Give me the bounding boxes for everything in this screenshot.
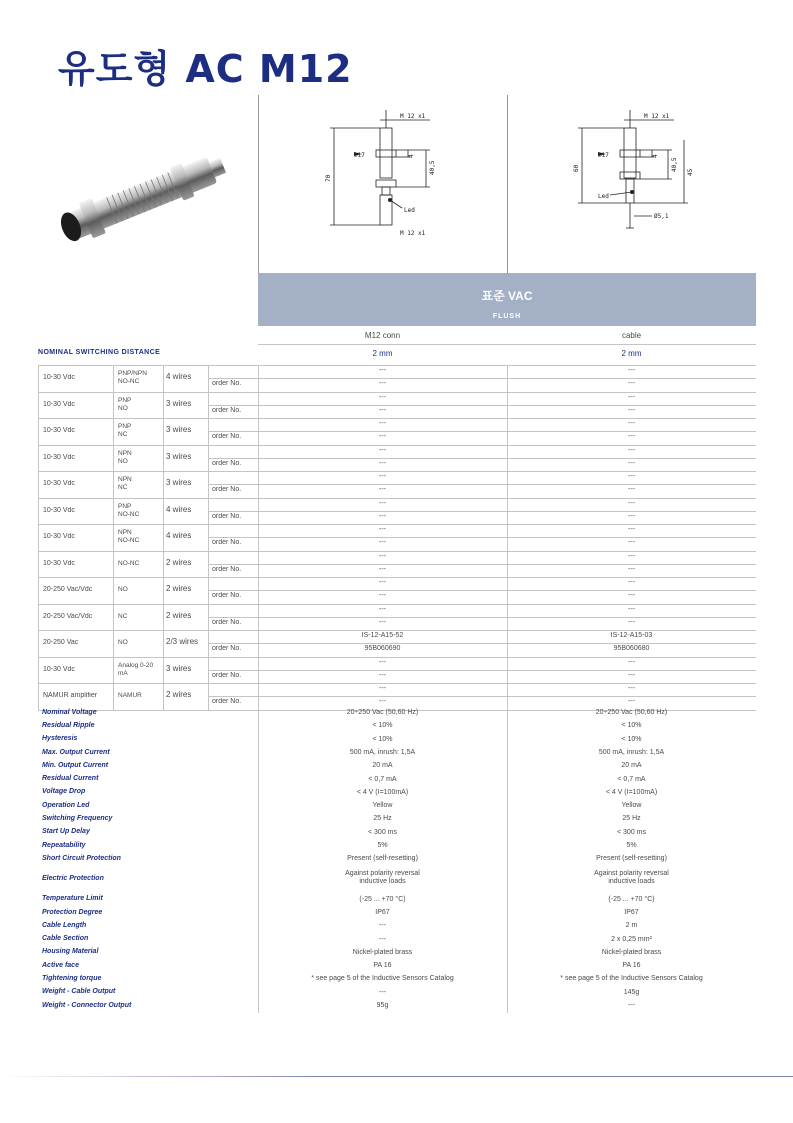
dim2-wrench-val: 17 (601, 152, 609, 159)
spec-value-cable: 2 m (625, 922, 638, 930)
row-order-label: order No. (212, 618, 242, 626)
spec-value-cable: < 300 ms (617, 828, 646, 836)
spec-value-cable: < 0,7 mA (617, 775, 646, 783)
table-rule (38, 365, 756, 366)
spec-value-conn: < 10% (372, 722, 393, 730)
dim2-small: 4 (652, 154, 659, 158)
row-voltage: 10-30 Vdc (43, 427, 75, 435)
row-c2-code: --- (628, 605, 635, 613)
row-order-label: order No. (212, 565, 242, 573)
row-wires: 2 wires (166, 690, 192, 700)
row-mid-rule (208, 590, 756, 591)
row-output: NAMUR (118, 692, 142, 700)
row-rule (38, 683, 756, 684)
row-c2-code: --- (628, 446, 635, 454)
spec-label: Electric Protection (42, 875, 104, 883)
row-rule (38, 551, 756, 552)
row-c2-order: --- (628, 565, 635, 573)
dim2-total: 60 (573, 164, 580, 172)
dim-total: 70 (325, 174, 332, 182)
spec-label: Weight - Cable Output (42, 988, 116, 996)
row-output: PNP NO-NC (118, 502, 140, 518)
spec-label: Start Up Delay (42, 828, 90, 836)
row-voltage: 10-30 Vdc (43, 506, 75, 514)
spec-value-cable: 2 x 0,25 mm² (611, 935, 652, 943)
row-voltage: 10-30 Vdc (43, 400, 75, 408)
row-c2-code: --- (628, 685, 635, 692)
row-c1-order: --- (379, 565, 386, 573)
row-voltage: 10-30 Vdc (43, 374, 75, 382)
row-wires: 3 wires (166, 663, 192, 673)
row-c2-code: --- (628, 658, 635, 666)
spec-value-conn: --- (379, 935, 386, 943)
dim2-wrench: ⌀17 (598, 152, 609, 159)
spec-value-conn: * see page 5 of the Inductive Sensors Catalog (311, 975, 454, 983)
row-c2-order: --- (628, 539, 635, 546)
row-c1-code: --- (379, 473, 386, 480)
dim-small: 4 (408, 154, 415, 158)
spec-label: Repeatability (42, 841, 86, 849)
row-mid-rule (208, 643, 756, 644)
row-output: NPN NO (118, 449, 132, 465)
row-order-label: order No. (212, 539, 242, 546)
row-mid-rule (208, 696, 756, 697)
row-c2-code: --- (628, 526, 635, 533)
drawing-cable (560, 100, 760, 240)
row-order-label: order No. (212, 406, 242, 414)
footer-line (0, 1076, 793, 1077)
row-c1-order: --- (379, 539, 386, 546)
row-mid-rule (208, 564, 756, 565)
spec-label: Weight - Connector Output (42, 1001, 132, 1009)
row-c1-code: --- (379, 579, 386, 586)
spec-value-cable: 145g (623, 988, 640, 996)
row-voltage: 20-250 Vac (43, 639, 79, 647)
row-c2-order: --- (628, 433, 635, 440)
spec-label: Max. Output Current (42, 748, 110, 756)
row-order-label: order No. (212, 512, 242, 520)
row-c1-code: --- (379, 658, 386, 666)
row-wires: 3 wires (166, 451, 192, 461)
row-c1-order: --- (379, 512, 386, 520)
row-wires: 4 wires (166, 372, 192, 382)
spec-label: Residual Current (42, 775, 99, 783)
row-output: NC (118, 612, 128, 620)
row-output: NPN NO-NC (118, 529, 140, 545)
table-col-rule (258, 365, 259, 710)
spec-value-cable: 20÷250 Vac (50,60 Hz) (595, 709, 668, 716)
dim-thread: 40,5 (429, 160, 436, 175)
spec-value-cable: < 10% (621, 735, 642, 743)
row-mid-rule (208, 431, 756, 432)
table-col-rule (163, 365, 164, 710)
spec-label: Hysteresis (42, 735, 78, 743)
row-c1-code: --- (379, 446, 386, 454)
spec-label: Short Circuit Protection (42, 854, 121, 862)
row-rule (38, 657, 756, 658)
row-wires: 4 wires (166, 504, 192, 514)
spec-value-conn: 500 mA, inrush: 1,5A (349, 748, 416, 756)
spec-value-cable: Against polarity reversal inductive loads (594, 869, 669, 885)
dim2-top: M 12 x1 (644, 113, 670, 120)
distance-col1: 2 mm (372, 349, 393, 358)
row-c2-order: --- (628, 406, 635, 414)
spec-value-cable: 5% (626, 842, 637, 849)
spec-label: Operation Led (42, 801, 90, 809)
row-c1-code: --- (379, 367, 386, 374)
row-voltage: 10-30 Vdc (43, 480, 75, 488)
row-mid-rule (208, 378, 756, 379)
sensor-photo (40, 105, 240, 295)
spec-value-cable: 20 mA (621, 762, 642, 770)
spec-value-conn: 95g (376, 1002, 389, 1009)
row-mid-rule (208, 670, 756, 671)
row-voltage: 10-30 Vdc (43, 533, 75, 541)
row-c1-code: --- (379, 685, 386, 692)
label2-led: Led (598, 193, 609, 200)
row-order-label: order No. (212, 698, 242, 705)
row-c2-code: --- (628, 579, 635, 586)
row-wires: 2 wires (166, 557, 192, 567)
row-wires: 3 wires (166, 425, 192, 435)
row-order-label: order No. (212, 433, 242, 440)
row-wires: 3 wires (166, 398, 192, 408)
row-wires: 4 wires (166, 531, 192, 541)
row-rule (38, 392, 756, 393)
spec-value-conn: 20÷250 Vac (50,60 Hz) (346, 709, 419, 716)
spec-value-conn: Against polarity reversal inductive loads (345, 869, 420, 885)
table-col-rule (38, 365, 39, 710)
row-c2-order: 95B060680 (613, 645, 650, 652)
row-c1-code: --- (379, 605, 386, 613)
spec-value-conn: Nickel-plated brass (352, 948, 413, 956)
row-c2-order: --- (628, 512, 635, 520)
row-c2-order: --- (628, 380, 635, 387)
spec-value-cable: < 10% (621, 722, 642, 730)
row-mid-rule (208, 617, 756, 618)
row-c1-order: --- (379, 618, 386, 626)
spec-value-conn: Present (self-resetting) (347, 855, 418, 863)
spec-value-conn: 5% (377, 842, 388, 849)
row-wires: 2 wires (166, 610, 192, 620)
row-c2-code: --- (628, 420, 635, 427)
row-c2-order: --- (628, 486, 635, 493)
dim-wrench: ⌀17 (354, 152, 365, 159)
row-voltage: 10-30 Vdc (43, 665, 75, 673)
row-order-label: order No. (212, 671, 242, 679)
dim2-body: 45 (687, 168, 694, 176)
spec-value-cable: (-25 ... +70 °C) (608, 895, 655, 903)
spec-value-conn: PA 16 (373, 962, 392, 970)
row-c2-code: --- (628, 473, 635, 480)
row-c1-code: --- (379, 499, 386, 507)
dim-top: M 12 x1 (400, 113, 426, 120)
row-rule (38, 577, 756, 578)
row-output: Analog 0-20 mA (118, 661, 154, 677)
spec-label: Residual Ripple (42, 721, 95, 729)
row-voltage: 20-250 Vac/Vdc (43, 586, 93, 594)
row-order-label: order No. (212, 592, 242, 599)
spec-value-conn: < 4 V (I=100mA) (356, 788, 409, 796)
spec-value-cable: PA 16 (622, 962, 641, 970)
row-c1-code: IS-12-A15-52 (361, 632, 404, 639)
row-c2-order: --- (628, 618, 635, 626)
row-c2-code: --- (628, 552, 635, 560)
spec-value-conn: (-25 ... +70 °C) (359, 895, 406, 903)
spec-value-cable: 25 Hz (622, 815, 641, 823)
row-c2-code: --- (628, 367, 635, 374)
row-voltage: 10-30 Vdc (43, 453, 75, 461)
row-wires: 3 wires (166, 478, 192, 488)
row-c2-order: --- (628, 592, 635, 599)
row-c1-order: --- (379, 698, 386, 705)
spec-value-conn: --- (379, 988, 386, 996)
dim-bottom: M 12 x1 (400, 230, 426, 237)
row-rule (38, 630, 756, 631)
row-mid-rule (208, 537, 756, 538)
spec-value-cable: * see page 5 of the Inductive Sensors Catalog (560, 975, 703, 983)
spec-value-cable: Present (self-resetting) (596, 855, 667, 863)
table-col-rule (507, 365, 508, 710)
row-c1-order: 95B060690 (364, 645, 401, 652)
spec-col-rule (507, 707, 508, 1013)
row-mid-rule (208, 511, 756, 512)
row-mid-rule (208, 405, 756, 406)
row-c2-code: --- (628, 393, 635, 401)
spec-value-cable: < 4 V (I=100mA) (605, 788, 658, 796)
spec-label: Switching Frequency (42, 815, 113, 823)
row-wires: 2 wires (166, 584, 192, 594)
row-order-label: order No. (212, 645, 242, 652)
col-header-conn: M12 conn (364, 331, 401, 340)
divider-left (258, 95, 259, 273)
row-c2-order: --- (628, 671, 635, 679)
distance-label: NOMINAL SWITCHING DISTANCE (38, 349, 161, 356)
spec-value-cable: Yellow (621, 802, 642, 810)
spec-value-conn: 20 mA (372, 762, 393, 770)
row-c2-code: IS-12-A15-03 (610, 632, 653, 639)
spec-value-conn: < 10% (372, 735, 393, 743)
spec-value-conn: < 300 ms (368, 828, 397, 836)
row-order-label: order No. (212, 486, 242, 493)
spec-value-cable: Nickel-plated brass (601, 948, 662, 956)
row-order-label: order No. (212, 380, 242, 387)
row-voltage: NAMUR amplifier (43, 692, 98, 700)
row-order-label: order No. (212, 459, 242, 467)
row-c2-code: --- (628, 499, 635, 507)
row-output: NPN NC (118, 476, 132, 492)
row-c2-order: --- (628, 698, 635, 705)
table-col-rule (208, 365, 209, 710)
row-mid-rule (208, 484, 756, 485)
row-wires: 2/3 wires (166, 637, 199, 647)
row-output: NO (118, 639, 128, 647)
row-output: NO (118, 586, 128, 594)
spec-col-rule (258, 707, 259, 1013)
spec-value-cable: IP67 (624, 908, 639, 916)
row-rule (38, 418, 756, 419)
spec-label: Protection Degree (42, 908, 103, 916)
row-rule (38, 498, 756, 499)
spec-value-conn: < 0,7 mA (368, 775, 397, 783)
page-title: 유도형 AC M12 (58, 47, 353, 91)
distance-col2: 2 mm (621, 349, 642, 358)
row-c1-order: --- (379, 592, 386, 599)
row-rule (38, 445, 756, 446)
row-c1-code: --- (379, 420, 386, 427)
row-c2-order: --- (628, 459, 635, 467)
dim-wrench-val: 17 (357, 152, 365, 159)
dim2-thread: 40,5 (671, 157, 678, 172)
row-output: PNP/NPN NO-NC (118, 370, 147, 386)
spec-value-conn: Yellow (372, 802, 393, 810)
row-output: PNP NC (118, 423, 132, 439)
dim2-cable: Ø5,1 (654, 213, 669, 220)
row-mid-rule (208, 458, 756, 459)
spec-label: Tightening torque (42, 975, 102, 983)
row-voltage: 20-250 Vac/Vdc (43, 612, 93, 620)
spec-value-conn: --- (379, 922, 386, 930)
spec-value-cable: 500 mA, inrush: 1,5A (598, 748, 665, 756)
spec-label: Temperature Limit (42, 895, 103, 903)
table-col-rule (113, 365, 114, 710)
header-band: 표준 VAC (258, 273, 756, 307)
row-output: PNP NO (118, 396, 132, 412)
spec-value-cable: --- (628, 1002, 635, 1009)
row-rule (38, 524, 756, 525)
row-c1-code: --- (379, 393, 386, 401)
col-header-cable: cable (621, 331, 642, 340)
row-rule (38, 604, 756, 605)
spec-value-conn: 25 Hz (373, 815, 392, 823)
spec-label: Cable Section (42, 935, 89, 943)
drawing-connector (310, 100, 510, 240)
spec-label: Active face (42, 961, 79, 969)
row-c1-order: --- (379, 433, 386, 440)
row-c1-code: --- (379, 552, 386, 560)
header-sub: FLUSH (258, 307, 756, 326)
spec-label: Voltage Drop (42, 788, 86, 796)
row-rule (38, 471, 756, 472)
spec-label: Min. Output Current (42, 761, 109, 769)
row-c1-order: --- (379, 671, 386, 679)
row-c1-order: --- (379, 380, 386, 387)
row-c1-order: --- (379, 486, 386, 493)
row-voltage: 10-30 Vdc (43, 559, 75, 567)
spec-label: Nominal Voltage (42, 708, 97, 716)
spec-label: Housing Material (42, 948, 99, 956)
row-c1-code: --- (379, 526, 386, 533)
spec-value-conn: IP67 (375, 908, 390, 916)
spec-label: Cable Length (42, 921, 87, 929)
row-c1-order: --- (379, 406, 386, 414)
row-output: NO-NC (118, 559, 140, 567)
row-c1-order: --- (379, 459, 386, 467)
label-led: Led (404, 207, 415, 214)
